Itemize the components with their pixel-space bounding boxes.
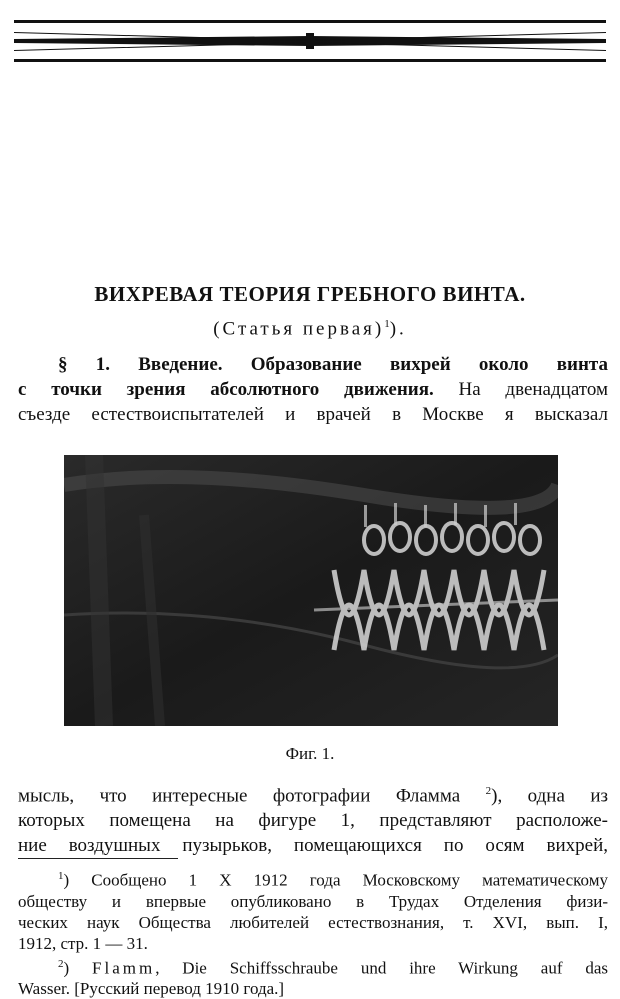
footnote-1-line [18, 866, 608, 891]
body-text: мысль, что интересные фотографии Фламма [18, 785, 461, 807]
footnote-1-line: ческих наук Общества любителей естествознания, т. XVI, вып. I, [18, 912, 608, 932]
footnote-2-text: , Die Schiffsschraube und ihre Wirkung auf das [155, 958, 608, 978]
section-heading-continuation: с точки зрения абсолютного движения. [18, 379, 434, 400]
footnote-1-mark: 1 [58, 870, 64, 882]
figure-1-photograph [64, 455, 558, 726]
footnote-1-line: 1912, стр. 1 — 31. [18, 933, 148, 953]
footnote-2-line [18, 954, 608, 979]
section-1-continuation [18, 779, 608, 858]
figure-caption: Фиг. 1. [285, 744, 335, 763]
paragraph-line: ние воздушных пузырьков, помещающихся по осям вихрей, [18, 835, 608, 857]
footnote-ref-2: 2 [485, 785, 492, 797]
footnote-2-line: Wasser. [Русский перевод 1910 года.] [18, 979, 285, 999]
body-text: ), одна из [491, 785, 609, 807]
header-ornament [14, 20, 606, 64]
footnote-1-line: обществу и впервые опубликовано в Трудах Отделения физи- [18, 891, 608, 911]
footnote-divider [18, 858, 178, 859]
paragraph-line: которых помещена на фигуре 1, представляют расположе- [18, 810, 608, 832]
footnotes [18, 866, 608, 999]
body-text: На двенадцатом [433, 379, 608, 400]
paragraph-line [18, 779, 608, 808]
footnote-2-text: ) [63, 958, 93, 978]
footnote-ref-1: 1 [384, 318, 390, 330]
section-1-paragraph [18, 352, 608, 427]
section-heading-line: § 1. Введение. Образование вихрей около винта [58, 354, 608, 375]
footnote-1-text: ) Сообщено 1 X 1912 года Московскому математическому [63, 870, 608, 890]
subtitle-close: ). [389, 318, 407, 340]
footnote-2-author: Flamm [92, 958, 156, 978]
article-subtitle [0, 318, 620, 340]
article-title: ВИХРЕВАЯ ТЕОРИЯ ГРЕБНОГО ВИНТА. [94, 282, 526, 306]
paragraph-line [18, 377, 608, 402]
paragraph-line: съезде естествоиспытателей и врачей в Москве я высказал [18, 404, 608, 425]
footnote-2-mark: 2 [58, 957, 64, 970]
subtitle-text: (Статья первая) [213, 318, 385, 340]
